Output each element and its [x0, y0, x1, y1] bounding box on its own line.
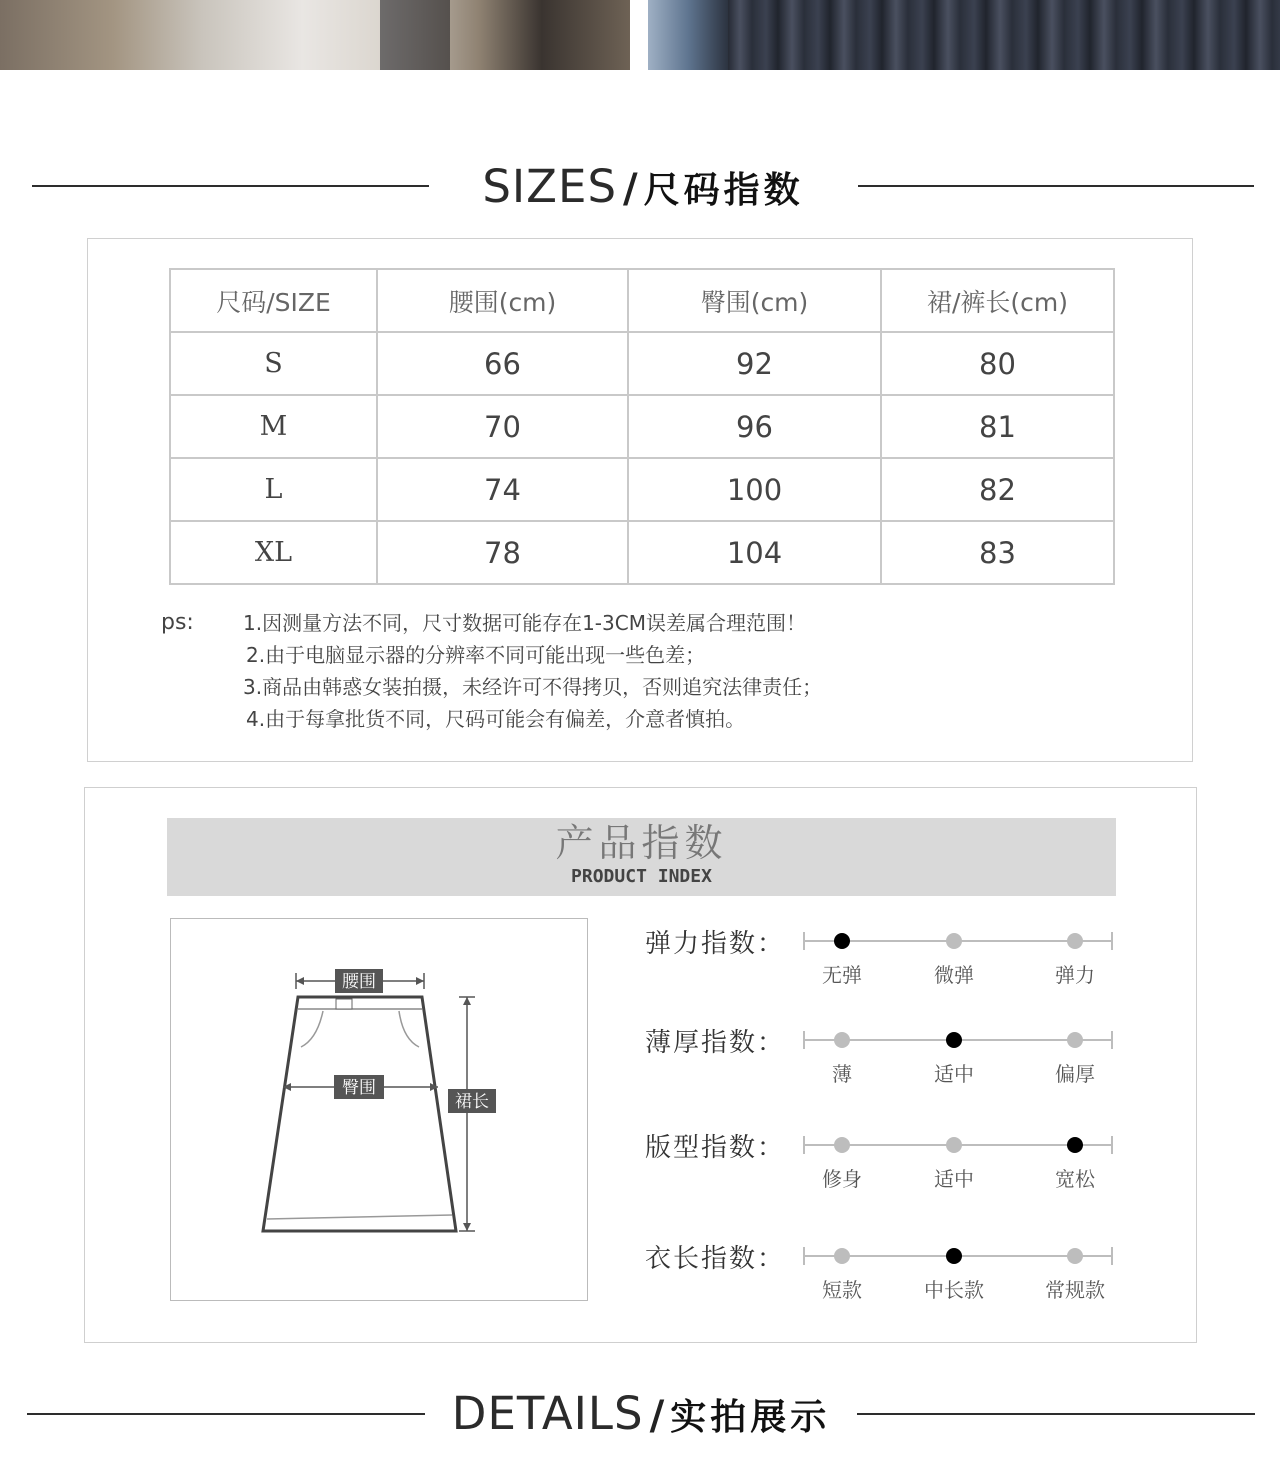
size-cell: S [170, 332, 377, 395]
scale-option-label: 弹力 [1055, 963, 1095, 987]
scale-end-tick [803, 1136, 805, 1154]
heading-rule-left [27, 1413, 425, 1415]
note-line: 4.由于每拿批货不同，尺码可能会有偏差，介意者慎拍。 [246, 707, 746, 731]
table-row [170, 521, 1114, 584]
header-length: 裙/裤长(cm) [881, 269, 1114, 332]
product-index-panel [84, 787, 1197, 1343]
waist-cell: 70 [377, 395, 628, 458]
scale-option-label: 偏厚 [1055, 1062, 1095, 1086]
waist-cell: 66 [377, 332, 628, 395]
size-cell: M [170, 395, 377, 458]
hip-cell: 100 [628, 458, 881, 521]
scale-option-label: 无弹 [822, 963, 862, 987]
scale-dot-selected [834, 933, 850, 949]
scale-end-tick [1111, 932, 1113, 950]
scale-dot [946, 933, 962, 949]
scale-end-tick [803, 1031, 805, 1049]
sizes-heading [440, 160, 846, 220]
length-cell: 81 [881, 395, 1114, 458]
size-chart-panel [87, 238, 1193, 762]
sizes-heading-zh: 尺码指数 [643, 170, 804, 211]
scale-dot-selected [1067, 1137, 1083, 1153]
waist-cell: 74 [377, 458, 628, 521]
scale-end-tick [1111, 1031, 1113, 1049]
scale-dot [1067, 1032, 1083, 1048]
scale-dot [946, 1137, 962, 1153]
waist-label: 腰围 [342, 972, 376, 992]
scale-option-label: 修身 [822, 1167, 862, 1191]
size-cell: L [170, 458, 377, 521]
heading-rule-left [32, 185, 429, 187]
header-waist: 腰围(cm) [377, 269, 628, 332]
hip-label: 臀围 [342, 1078, 376, 1098]
hip-cell: 104 [628, 521, 881, 584]
scale-dot-selected [946, 1248, 962, 1264]
scale-dot [834, 1248, 850, 1264]
product-index-title-en: PRODUCT INDEX [571, 866, 712, 887]
scale-option-label: 宽松 [1055, 1167, 1095, 1191]
product-photo-left [0, 0, 630, 70]
note-line: 2.由于电脑显示器的分辨率不同可能出现一些色差； [246, 643, 706, 667]
sizes-heading-separator: / [623, 166, 638, 212]
scale-option-label: 适中 [934, 1062, 974, 1086]
header-size: 尺码/SIZE [170, 269, 377, 332]
product-index-banner [167, 818, 1116, 896]
scale-end-tick [1111, 1247, 1113, 1265]
length-cell: 82 [881, 458, 1114, 521]
scale-title: 衣长指数： [645, 1244, 786, 1274]
waist-cell: 78 [377, 521, 628, 584]
scale-option-label: 短款 [822, 1278, 862, 1302]
hip-cell: 96 [628, 395, 881, 458]
size-table [169, 268, 1115, 585]
size-table-header-row [170, 269, 1114, 332]
scale-dot [1067, 1248, 1083, 1264]
skirt-outline-icon [171, 919, 587, 1300]
scale-option-label: 微弹 [934, 963, 974, 987]
length-label: 裙长 [455, 1092, 489, 1112]
scale-end-tick [1111, 1136, 1113, 1154]
note-line: 1.因测量方法不同，尺寸数据可能存在1-3CM误差属合理范围！ [243, 611, 806, 635]
table-row [170, 458, 1114, 521]
scale-option-label: 适中 [934, 1167, 974, 1191]
length-cell: 80 [881, 332, 1114, 395]
product-index-title-zh: 产品指数 [555, 821, 728, 865]
scale-dot [1067, 933, 1083, 949]
scale-title: 弹力指数： [645, 929, 786, 959]
table-row [170, 332, 1114, 395]
details-heading-zh: 实拍展示 [670, 1397, 831, 1438]
length-cell: 83 [881, 521, 1114, 584]
scale-dot [834, 1032, 850, 1048]
scale-title: 版型指数： [645, 1133, 786, 1163]
notes-label: ps: [161, 610, 194, 635]
header-hip: 臀围(cm) [628, 269, 881, 332]
skirt-diagram [170, 918, 588, 1301]
scale-option-label: 中长款 [924, 1278, 984, 1302]
product-photo-right [648, 0, 1280, 70]
heading-rule-right [857, 1413, 1255, 1415]
scale-end-tick [803, 932, 805, 950]
scale-dot [834, 1137, 850, 1153]
scale-dot-selected [946, 1032, 962, 1048]
scale-option-label: 薄 [832, 1062, 852, 1086]
heading-rule-right [858, 185, 1254, 187]
scale-title: 薄厚指数： [645, 1028, 786, 1058]
sizes-heading-en: SIZES [482, 160, 618, 213]
details-heading [435, 1387, 847, 1447]
table-row [170, 395, 1114, 458]
details-heading-en: DETAILS [451, 1387, 644, 1440]
size-cell: XL [170, 521, 377, 584]
note-line: 3.商品由韩惑女装拍摄，未经许可不得拷贝，否则追究法律责任； [243, 675, 823, 699]
details-heading-separator: / [649, 1393, 665, 1439]
hip-cell: 92 [628, 332, 881, 395]
scale-option-label: 常规款 [1045, 1278, 1105, 1302]
scale-end-tick [803, 1247, 805, 1265]
